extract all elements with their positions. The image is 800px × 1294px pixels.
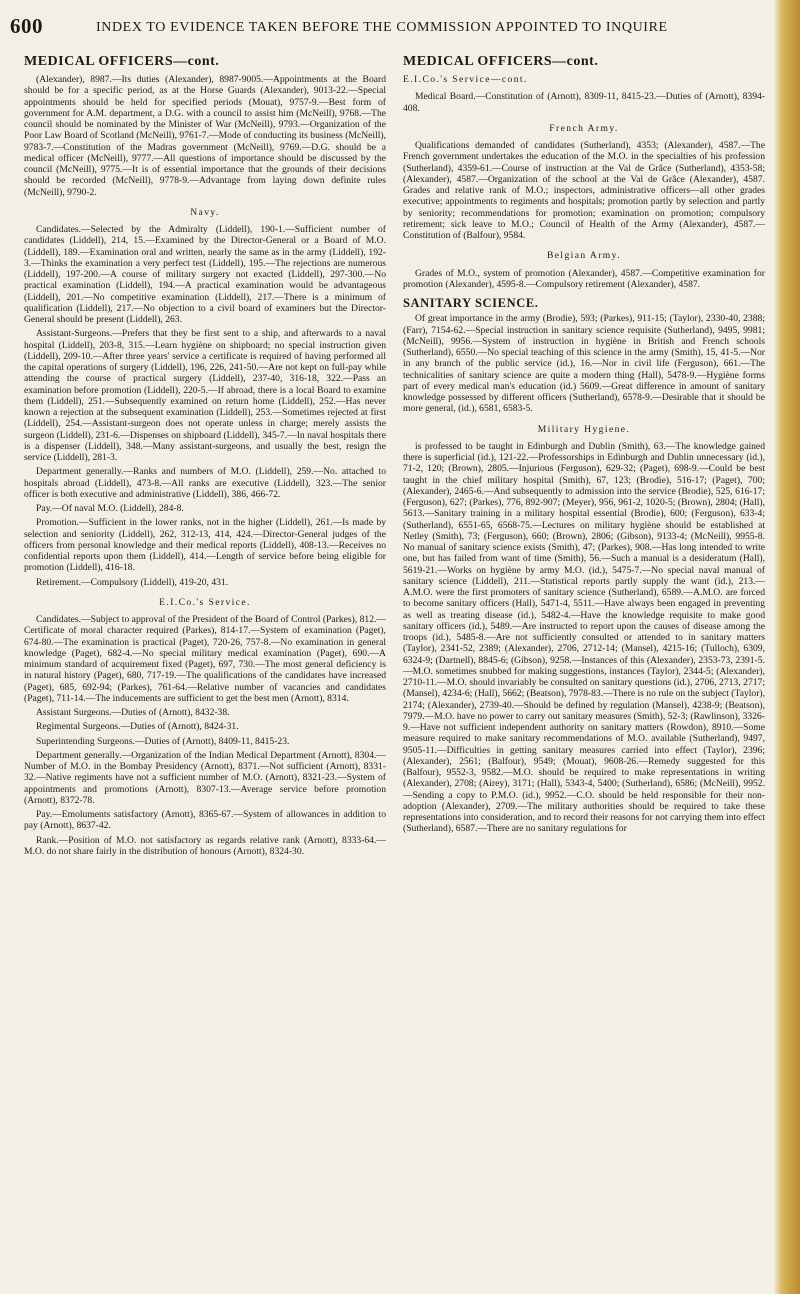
entry-text: Candidates.—Subject to approval of the President of the Board of Control (Parkes), 812.—Certificate of moral character required (Parkes), 814-17.—System of examination (Paget), 674-80.—The examination is practical (Paget), 720-26, 757-8.—No examination in general knowledge (Paget), 682-4.—No special military medical examination (Paget), 690.—A minimum standard of acquirement fixed (Paget), 697, 730.—The most general deficiency is in natural history (Paget), 680, 717-19.—The qualifications of the candidates have increased (Paget), 685, 692-94; (Parkes), 761-64.—Relative number of vacancies and candidates (Paget), 711-14.—The inducements are sufficient to get the best men (Arnott), 8314. (24, 614, 386, 704)
section-heading-sanitary: SANITARY SCIENCE. (403, 296, 539, 310)
entry-text: Department generally.—Ranks and numbers of M.O. (Liddell), 259.—No. attached to hospitals abroad (Liddell), 473-8.—All ranks are executive (Liddell), 323.—The senior officer is both executive and administrative (Liddell), 386, 466-72. (24, 466, 386, 500)
entry-text: Assistant-Surgeons.—Prefers that they be first sent to a ship, and afterwards to a naval hospital (Liddell), 203-8, 315.—Learn hygiène on shipboard; no special instruction given (Liddell), 209-10.—After three years' service a certificate is required of having performed all the capital operations of surgery (Liddell), 196, 226, 241-50.—Are not kept on full-pay while attending the course of practical surgery (Liddell), 237-40, 316-18, 322.—Pass an examination before promotion (Liddell), 220-5.—If abroad, there is a local Board to examine them (Liddell), 251.—Subsequently examined on return home (Liddell), 252.—Has never known a rejection at the subsequent examination (Liddell), 253.—Sometimes rejected at first (Liddell), 254.—Assistant-surgeon does not operate unless in charge; merely assists the surgeon (Liddell), 231-6.—Dispenses on shipboard (Liddell), 345-7.—In naval hospitals there is a dispenser (Liddell), 348.—Many assistant-surgeons, and usually the best, resign the service (Liddell), 281-3. (24, 328, 386, 463)
entry-text: Candidates.—Selected by the Admiralty (Liddell), 190-1.—Sufficient number of candidates (Liddell), 214, 15.—Examined by the Director-General or a Board of M.O. (Liddell), 189.—Examination oral and written, nearly the same as in the army (Liddell), 192-3.—Thinks the examination a very perfect test (Liddell), 195.—The rejections are numerous (Liddell), 197-200.—A course of military surgery not exacted (Liddell), 297-300.—No practical examination (Liddell), 194.—A practical examination would be advantageous (Liddell), 201.—No competitive examination (Liddell), 217.—There is a minimum of qualification (Liddell), 217.—No objection to a civil board of examiners but the Director-General should be present (Liddell), 263. (24, 224, 386, 325)
entry-text: Promotion.—Sufficient in the lower ranks, not in the higher (Liddell), 261.—Is made by selection and seniority (Liddell), 262, 312-13, 414, 424.—Director-General judges of the officers from personal knowledge and their medical reports (Liddell), 408-13.—Receives no confidential reports upon them (Liddell), 414.—Length of service before being eligible for promotion (Liddell), 416-18. (24, 517, 386, 574)
left-column-title: MEDICAL OFFICERS—cont. (24, 54, 220, 69)
section-heading-military-hygiene: Military Hygiene. (537, 423, 631, 435)
section-heading-eic-cont: E.I.Co.'s Service—cont. (403, 74, 528, 85)
section-heading-french: French Army. (549, 122, 619, 134)
section-heading-navy: Navy. (190, 206, 220, 218)
entry-text: Of great importance in the army (Brodie), 593; (Parkes), 911-15; (Taylor), 2330-40, 2388; (Farr), 7154-62.—Special instruction in sanitary science requisite (Sutherland), 9495, 9981; (McNeill), 9956.—System of instruction in hygiène in British and French schools (Sutherland), 6550.—No special teaching of this science in the army (Smith), 15, 41-5.—Nor in any branch of the public service (id.), 16.—Nor in civil life (Ferguson), 661.—The technicalities of sanitary science are quite a modern thing (Hall), 5478-9.—Hygiène forms part of every medical man's education (id.) 5609.—Great difference in amount of sanitary knowledge possessed by different officers (Sutherland), 6578-9.—Desirable that it should be more general, (id.), 6581, 6583-5. (403, 313, 765, 415)
entry-text: Retirement.—Compulsory (Liddell), 419-20, 431. (36, 576, 229, 588)
entry-text: Assistant Surgeons.—Duties of (Arnott), 8432-38. (36, 707, 230, 718)
entry-text: Medical Board.—Constitution of (Arnott), 8309-11, 8415-23.—Duties of (Arnott), 8394-408. (403, 91, 765, 114)
entry-text: Department generally.—Organization of the Indian Medical Department (Arnott), 8304.—Number of M.O. in the Bombay Presidency (Arnott), 8371.—Not sufficient (Arnott), 8331-32.—Native regiments have not a sufficient number of M.O. (Arnott), 8321-23.—System of appointments and promotions (Arnott), 8307-13.—Average service before promotion (Arnott), 8372-78. (24, 749, 386, 806)
running-head: INDEX TO EVIDENCE TAKEN BEFORE THE COMMISSION APPOINTED TO INQUIRE (96, 20, 668, 35)
entry-text: Qualifications demanded of candidates (Sutherland), 4353; (Alexander), 4587.—The French government undertakes the education of the M.O. in the specialties of his profession (Sutherland), 4359-61.—Course of instruction at the Val de Grâce (Sutherland), 4353-58; (Alexander), 4587.—Organization of the school at the Val de Grâce (Alexander), 4587. Grades and relative rank of M.O.; inspectors, administrative officers—all other grades executive; appointments to regiments and hospitals; promotion partly by selection and partly by seniority; recommendations for promotion; examination on promotion; compulsory retirement; sick leave to M.O.; Council of Health of the Army (Alexander), 4587.—Constitution of (Balfour), 9584. (403, 140, 765, 241)
page-edge-gilt (774, 0, 800, 1294)
section-heading-eic: E.I.Co.'s Service. (159, 596, 251, 608)
right-column (403, 54, 765, 838)
entry-text: Pay.—Of naval M.O. (Liddell), 284-8. (36, 503, 184, 514)
entry-text: Regimental Surgeons.—Duties of (Arnott), 8424-31. (36, 721, 239, 733)
entry-text: Rank.—Position of M.O. not satisfactory as regards relative rank (Arnott), 8333-64.—M.O. do not share fairly in the distribution of honours (Arnott), 8324-30. (24, 834, 386, 857)
entry-text: Grades of M.O., system of promotion (Alexander), 4587.—Competitive examination for promotion (Alexander), 4595-8.—Compulsory retirement (Alexander), 4587. (403, 267, 765, 290)
entry-text: is professed to be taught in Edinburgh and Dublin (Smith), 63.—The knowledge gained there is superficial (id.), 121-22.—Professorships in Edinburgh and Dublin unnecessary (id.), 71-2, 120; (Brown), 2805.—Injurious (Ferguson), 629-32; (Paget), 698-9.—Could be best taught in the chief military hospital (Smith), 67, 123; (Brodie), 516-17; (Paget), 700; (Alexander), 2465-6.—And subsequently to admission into the service (Brodie), 525, 616-17; (Ferguson), 627; (Parkes), 776, 892-907; (Meyer), 956, 961-2, 1020-5; (Brown), 2804; (Hall), 5613.—Sanitary training in a military hospital essential (Brodie), 600; (Ferguson), 633-4; (Sutherland), 6551-65, 6568-75.—Lectures on military hygiène should be established at Netley (Smith), 73; (Ferguson), 660; (Brown), 2806; (Gibson), 9133-4; (McNeill), 9955-8. No manual of sanitary science exists (Smith), 47; (Parkes), 908.—Has long intended to write one, but has failed from want of time (Smith), 56.—Such a manual is a desideratum (Hall), 5619-21.—Works on hygiène by army M.O. (id.), 5475-7.—No special naval manual of sanitary science (Liddell), 211.—Statistical reports partly supply the want (id.), 213.—A.M.O. were the first promoters of sanitary science (Sutherland), 6589.—A.M.O. are forced to become sanitary officers (Hall), 5471-4, 5511.—Have always been engaged in preventing as well as treating disease (id.), 5482-4.—Have the knowledge requisite to make good sanitary officers (id.), 5489.—Are instructed to report upon the causes of disease among the troops (id.), 5485-8.—Are not sufficiently consulted or attended to in sanitary matters (Taylor), 2341-52, 2389; (Alexander), 2706, 2712-14; (Mansel), 4215-16; (Tulloch), 6309, 6324-9; (Dartnell), 8845-6; (Gibson), 9258.—Instances of this (Alexander), 2353-73, 2391-5.—M.O. sometimes snubbed for making suggestions, instances (Taylor), 2344-5; (Alexander), 2710-11.—M.O. should invariably be consulted on sanitary questions (id.), 2706, 2713, 2717; (Mansel), 4234-6; (Hall), 5662; (Beatson), 7978-83.—There is no rule on the subject (Taylor), 2174; (Alexander), 2739-40.—Should be defined by regulation (Mansel), 4238-9; (Beatson), 7979.—M.O. have no power to carry out sanitary measures (Smith), 52-3; (Rawlinson), 3326-9.—Have not sufficient independent authority on sanitary matters (Rowdon), 8910.—Some measure required to make sanitary recommendations of M.O. available (Sutherland), 9497, 9505-11.—Difficulties in getting sanitary measures carried into effect (Taylor), 2396; (Alexander), 2561; (Balfour), 9549; (Mouat), 9608-26.—Remedy suggested for this (Balfour), 9552-3, 9582.—M.O. should be required to make representations in writing (Alexander), 2708; (Airey), 3171; (Hall), 5343-4, 5400; (Sutherland), 6586; (McNeill), 9952.—Sending a copy to P.M.O. (id.), 9952.—C.O. should be held responsible for their non-adoption (Alexander), 2709.—The military authorities should be required to take these representations into consideration, and to record their reasons for not carrying them into effect (Sutherland), 6587.—There are no sanitary regulations for (403, 440, 765, 835)
section-heading-belgian: Belgian Army. (546, 250, 622, 262)
page-number: 600 (10, 14, 43, 38)
entry-text: (Alexander), 8987.—Its duties (Alexander), 8987-9005.—Appointments at the Board should be for a specific period, as at the Horse Guards (Alexander), 9013-22.—Special appointments should be held for specified periods (Mouat), 9757-9.—Best form of government for A.M. department, a D.G. with a council to assist him (McNeill), 9768.—The council should be nominated by the Minister of War (McNeill), 9793.—Organization of the Poor Law Board of Scotland (McNeill), 9761-7.—Mode of conducting its business (McNeill), 9783-7.—Constitution of the Madras government (McNeill), 9769.—D.G. should be a medical officer (McNeill), 9777.—All questions of importance should be discussed by the council (McNeill), 9775.—It is of essential importance that the grounds of their decisions should be recorded (McNeill), 9778-9.—Advantage from laying down definite rules (McNeill), 9790-2. (24, 74, 386, 198)
entry-text: Pay.—Emoluments satisfactory (Arnott), 8365-67.—System of allowances in addition to pay (Arnott), 8637-42. (24, 809, 386, 832)
left-column (24, 54, 386, 860)
entry-text: Superintending Surgeons.—Duties of (Arnott), 8409-11, 8415-23. (36, 735, 290, 747)
right-column-title: MEDICAL OFFICERS—cont. (403, 54, 599, 69)
